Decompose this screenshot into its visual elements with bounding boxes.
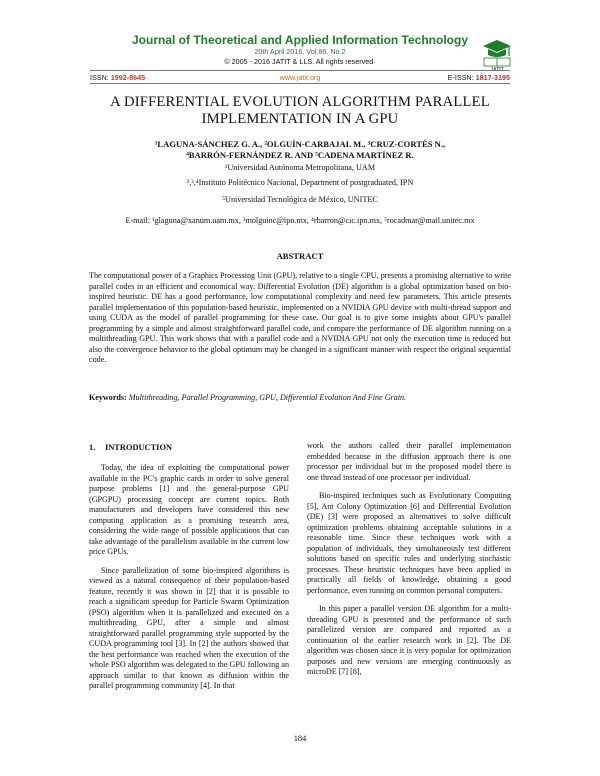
authors-line-1: ¹LAGUNA-SÁNCHEZ G. A., ²OLGUÍN-CARBAJAL M., ³CRUZ-CORTÉS N., — [154, 139, 446, 149]
paragraph: In this paper a parallel version DE algorithm for a multi-threading GPU is presented and the performance of such parallelized version are compared and reported as a continuation of the earlier research work in [2]. The DE algorithm was chosen since it is very popular for optimization purposes and new versions are emerging continuously as microDE [7] [8], — [307, 604, 511, 676]
jatit-logo-icon — [480, 38, 514, 68]
keywords-label: Keywords: — [89, 393, 127, 402]
author-emails: E-mail: ¹glaguna@xanum.uam.mx, ²molguinc@ipn.mx, ⁴rbarron@cic.ipn.mx, ⁵rocadmar@mail.unitec.mx — [125, 216, 475, 225]
title-line-2: IMPLEMENTATION IN A GPU — [201, 111, 399, 127]
copyright: © 2005 - 2016 JATIT & LLS. All rights reserved· — [224, 57, 376, 66]
paragraph: Bio-inspired techniques such as Evolutionary Computing [5], Ant Colony Optimization [6] and Differential Evolution (DE) [3] were proposed as alternatives to solve difficult optimization problems obtaining acceptable solutions in a reasonable time. Since these techniques work with a population of individuals, they simultaneously test different solutions based on specific rules and underlying stochastic processes. These heuristic techniques have been applied in practically all fields of knowledge, obtaining a good performance, even running on common personal computers. — [307, 491, 511, 595]
right-column — [307, 441, 511, 686]
website-link[interactable]: www.jatit.org — [279, 73, 321, 82]
page-number: 184 — [293, 734, 307, 743]
section-heading — [89, 443, 172, 452]
paragraph: work the authors called their parallel implementation embedded because in the diffusion approach there is one processor per individual but in the proposed model there is one thread instead of one processor per individual. — [307, 441, 511, 482]
paragraph: Since parallelization of some bio-inspired algorithms is viewed as a natural consequence of their population-based feature, recently it was shown in [2] that it is possible to reach a significant speedup for Particle Swarm Optimization (PSO) algorithm when it is parallelized and executed on a multithreading GPU, after a simple and almost straightforward parallel programming style supported by the CUDA programming tool [3]. In [2] the authors showed that the best performance was reached when the execution of the whole PSO algorithm was delegated to the GPU following an approach similar to that known as diffusion within the parallel programming community [4]. In that — [89, 565, 289, 690]
keywords — [89, 393, 511, 402]
keywords-text: Multithreading, Parallel Programming, GPU, Differential Evolution And Fine Grain. — [128, 393, 407, 402]
affiliation-3: ⁵Universidad Tecnológica de México, UNITEC — [222, 195, 378, 204]
header-rule-top — [90, 70, 510, 71]
authors-line-2: ⁴BARRÓN-FERNÁNDEZ R. AND ⁵CADENA MARTÍNEZ R. — [186, 150, 414, 160]
affiliation-1: ¹Universidad Autónoma Metropolitana, UAM — [224, 163, 376, 172]
eissn-label: E-ISSN: — [447, 73, 474, 82]
title-line-1: A DIFFERENTIAL EVOLUTION ALGORITHM PARALLEL — [110, 94, 490, 110]
journal-name: Journal of Theoretical and Applied Information Technology — [131, 33, 469, 47]
abstract-text: The computational power of a Graphics Processing Unit (GPU), relative to a single CPU, presents a promising alternative to write parallel codes in an efficient and economical way. Differential Evolution (DE) algorithm is a global optimization based on bio-inspired heuristic. DE has a good performance, low computational complexity and need few parameters. This article presents parallel implementation of this population-based heuristic, implemented on a NVIDIA GPU device with multi-thread support and using CUDA as the model of parallel programming for these case. Our goal is to give some insights about GPU's parallel programming by a simple and almost straightforward parallel code, and compare the performance of DE algorithm running on a multithreading GPU. This work shows that with a parallel code and a NVIDIA GPU not only the execution time is reduced but also the convergence behavior to the global optimum may be changed in a significant manner with respect the original sequential code. — [89, 271, 511, 364]
left-column — [89, 463, 289, 700]
paragraph: Today, the idea of exploiting the computational power available in the PC's graphic cards in order to solve general purpose problems [1] and the general-purpose GPU (GPGPU) processing concept are current topics. Both manufacturers and developers have considered this new computing application as a promising research area, considering the wide range of possible applications that can take advantage of the parallelism available in the current low price GPUs. — [89, 463, 289, 556]
section-title: INTRODUCTION — [105, 443, 173, 452]
authors — [100, 139, 500, 161]
header-rule-bottom — [90, 83, 510, 84]
section-number: 1. — [89, 443, 96, 452]
paper-title — [60, 94, 540, 128]
date-volume: 20th April 2016. Vol.86. No.2 — [254, 47, 346, 56]
affiliation-2: ²,³,⁴Instituto Politécnico Nacional, Department of postgraduated, IPN — [186, 178, 414, 187]
eissn-value: 1817-3195 — [475, 73, 510, 82]
issn — [90, 73, 145, 82]
issn-value: 1992-8645 — [110, 73, 146, 82]
eissn — [448, 73, 510, 82]
abstract-heading: ABSTRACT — [276, 251, 324, 261]
issn-label: ISSN: — [90, 73, 109, 82]
